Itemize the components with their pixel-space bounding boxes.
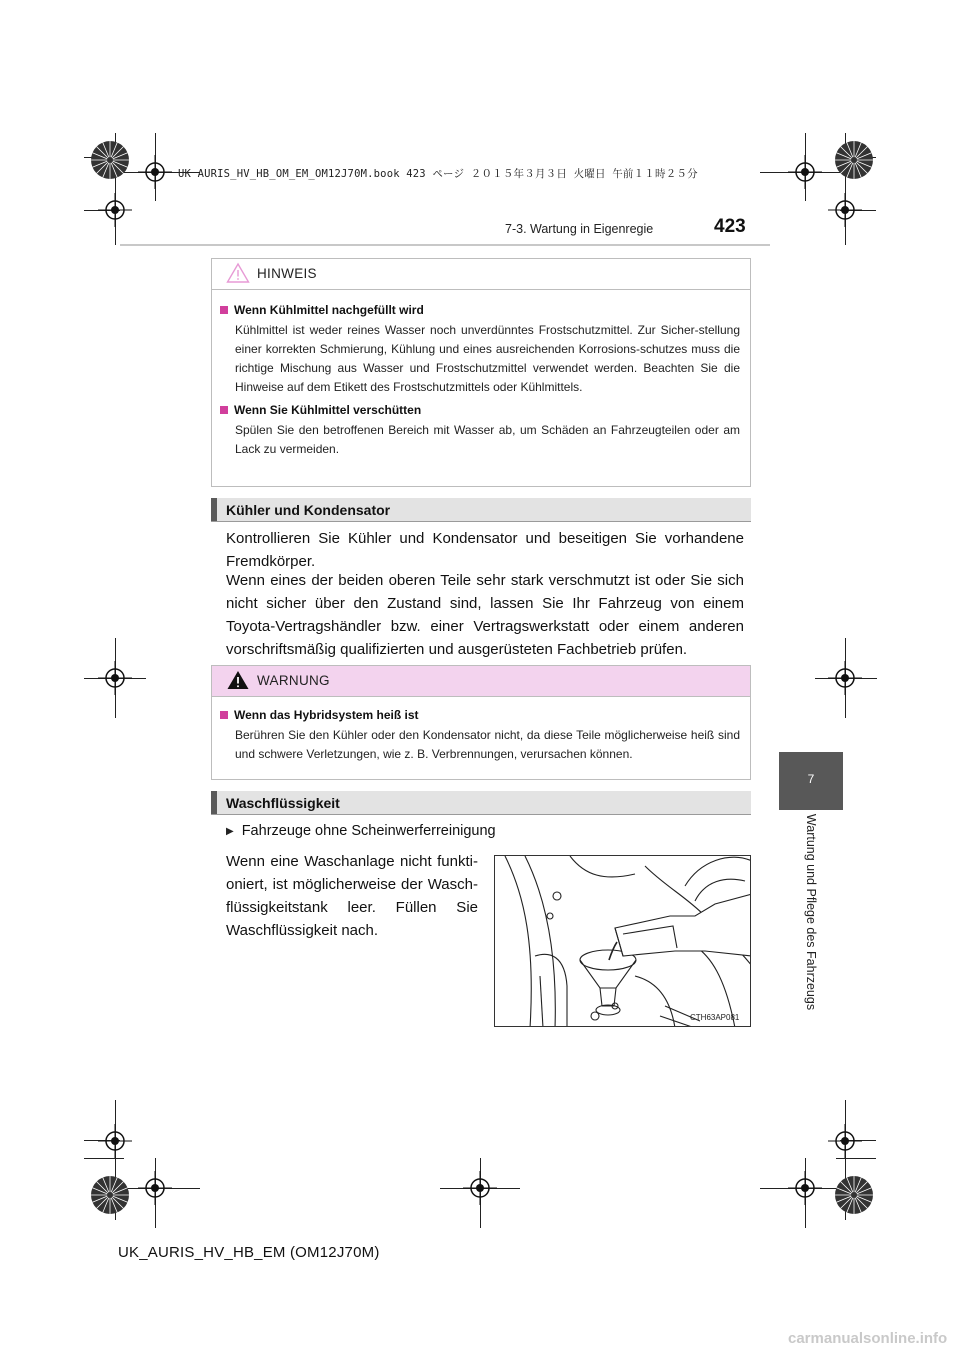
washer-fluid-illustration xyxy=(494,855,751,1027)
bullet-square-icon xyxy=(220,711,228,719)
watermark: carmanualsonline.info xyxy=(788,1330,948,1347)
bullet-square-icon xyxy=(220,306,228,314)
registration-mark-icon xyxy=(98,1124,132,1158)
registration-mark-icon xyxy=(828,661,862,695)
chapter-tab-title: Wartung und Pflege des Fahrzeugs xyxy=(804,813,818,1011)
bullet-square-icon xyxy=(220,406,228,414)
color-target-icon xyxy=(834,1175,874,1215)
section-title: Waschflüssigkeit xyxy=(226,795,340,811)
chapter-tab-number: 7 xyxy=(807,772,815,786)
warning-item-text: Berühren Sie den Kühler oder den Kondensator nicht, da diese Teile möglicherweise heiß sind und schwere Verletzungen, wie z. B. Verbrennungen, verursachen können. xyxy=(235,728,740,761)
notice-item-title: Wenn Kühlmittel nachgefüllt wird xyxy=(220,303,740,317)
washer-bullet: ▶ Fahrzeuge ohne Scheinwerferreinigung xyxy=(226,823,496,839)
caution-outline-icon xyxy=(226,262,250,284)
registration-mark-icon xyxy=(463,1171,497,1205)
warning-item-title: Wenn das Hybridsystem heiß ist xyxy=(220,708,740,722)
notice-item-text: Kühlmittel ist weder reines Wasser noch unverdünntes Frostschutzmittel. Zur Sicher-stellung einer korrekten Schmierung, Kühlung und eines ausreichenden Korrosions-schutzes muss die richtige Mischung aus Wasser und Frostschutzmittel verwendet werden. Beachten Sie die Hinweise auf dem Etikett des Frostschutzmittels oder Kühlmittels. xyxy=(235,323,740,394)
warning-box-title: WARNUNG xyxy=(257,673,330,688)
notice-item-text: Spülen Sie den betroffenen Bereich mit Wasser ab, um Schäden an Fahrzeugteilen oder am Lack zu vermeiden. xyxy=(235,423,740,456)
triangle-right-icon: ▶ xyxy=(226,825,234,837)
section-title: Kühler und Kondensator xyxy=(226,502,391,518)
registration-mark-icon xyxy=(138,155,172,189)
washer-paragraph: Wenn eine Waschanlage nicht funkti-oniert, ist möglicherweise der Wasch-flüssigkeitstank leer. Füllen Sie Waschflüssigkeit nach. xyxy=(226,853,478,939)
washer-fluid-drawing xyxy=(495,856,751,1027)
illustration-code: CTH63AP081 xyxy=(690,1013,740,1022)
notice-box-header xyxy=(212,259,750,290)
section-bar-radiator xyxy=(211,498,751,522)
header-section-title: 7-3. Wartung in Eigenregie xyxy=(505,222,654,236)
radiator-paragraph-2: Wenn eines der beiden oberen Teile sehr stark verschmutzt ist oder Sie sich nicht sicher über den Zustand sind, lassen Sie Ihr Fahrzeug von einem Toyota-Vertragshändler bzw. einer Vertragswerkstatt oder einem anderen vorschriftsmäßig qualifizierten und ausgerüsteten Fachbetrieb prüfen. xyxy=(226,572,744,658)
color-target-icon xyxy=(90,1175,130,1215)
section-bar-washer xyxy=(211,791,751,815)
registration-mark-icon xyxy=(828,193,862,227)
section-accent xyxy=(211,498,217,521)
registration-mark-icon xyxy=(788,1171,822,1205)
warning-triangle-icon xyxy=(226,669,250,691)
print-info: UK AURIS_HV_HB_OM_EM_OM12J70M.book 423 ページ ２０１５年３月３日 火曜日 午前１１時２５分 xyxy=(178,168,698,180)
page-number: 423 xyxy=(714,216,746,237)
notice-box-title: HINWEIS xyxy=(257,266,317,281)
warning-box xyxy=(211,665,751,780)
registration-mark-icon xyxy=(828,1124,862,1158)
footer-doc-code: UK_AURIS_HV_HB_EM (OM12J70M) xyxy=(118,1244,380,1261)
registration-mark-icon xyxy=(138,1171,172,1205)
notice-item-title: Wenn Sie Kühlmittel verschütten xyxy=(220,403,740,417)
registration-mark-icon xyxy=(788,155,822,189)
registration-mark-icon xyxy=(98,661,132,695)
radiator-paragraph-1: Kontrollieren Sie Kühler und Kondensator und beseitigen Sie vorhandene Fremdkörper. xyxy=(226,530,744,570)
registration-mark-icon xyxy=(98,193,132,227)
color-target-icon xyxy=(90,140,130,180)
color-target-icon xyxy=(834,140,874,180)
notice-box xyxy=(211,258,751,487)
section-accent xyxy=(211,791,217,814)
header-rule xyxy=(120,244,770,246)
warning-box-header xyxy=(212,666,750,697)
